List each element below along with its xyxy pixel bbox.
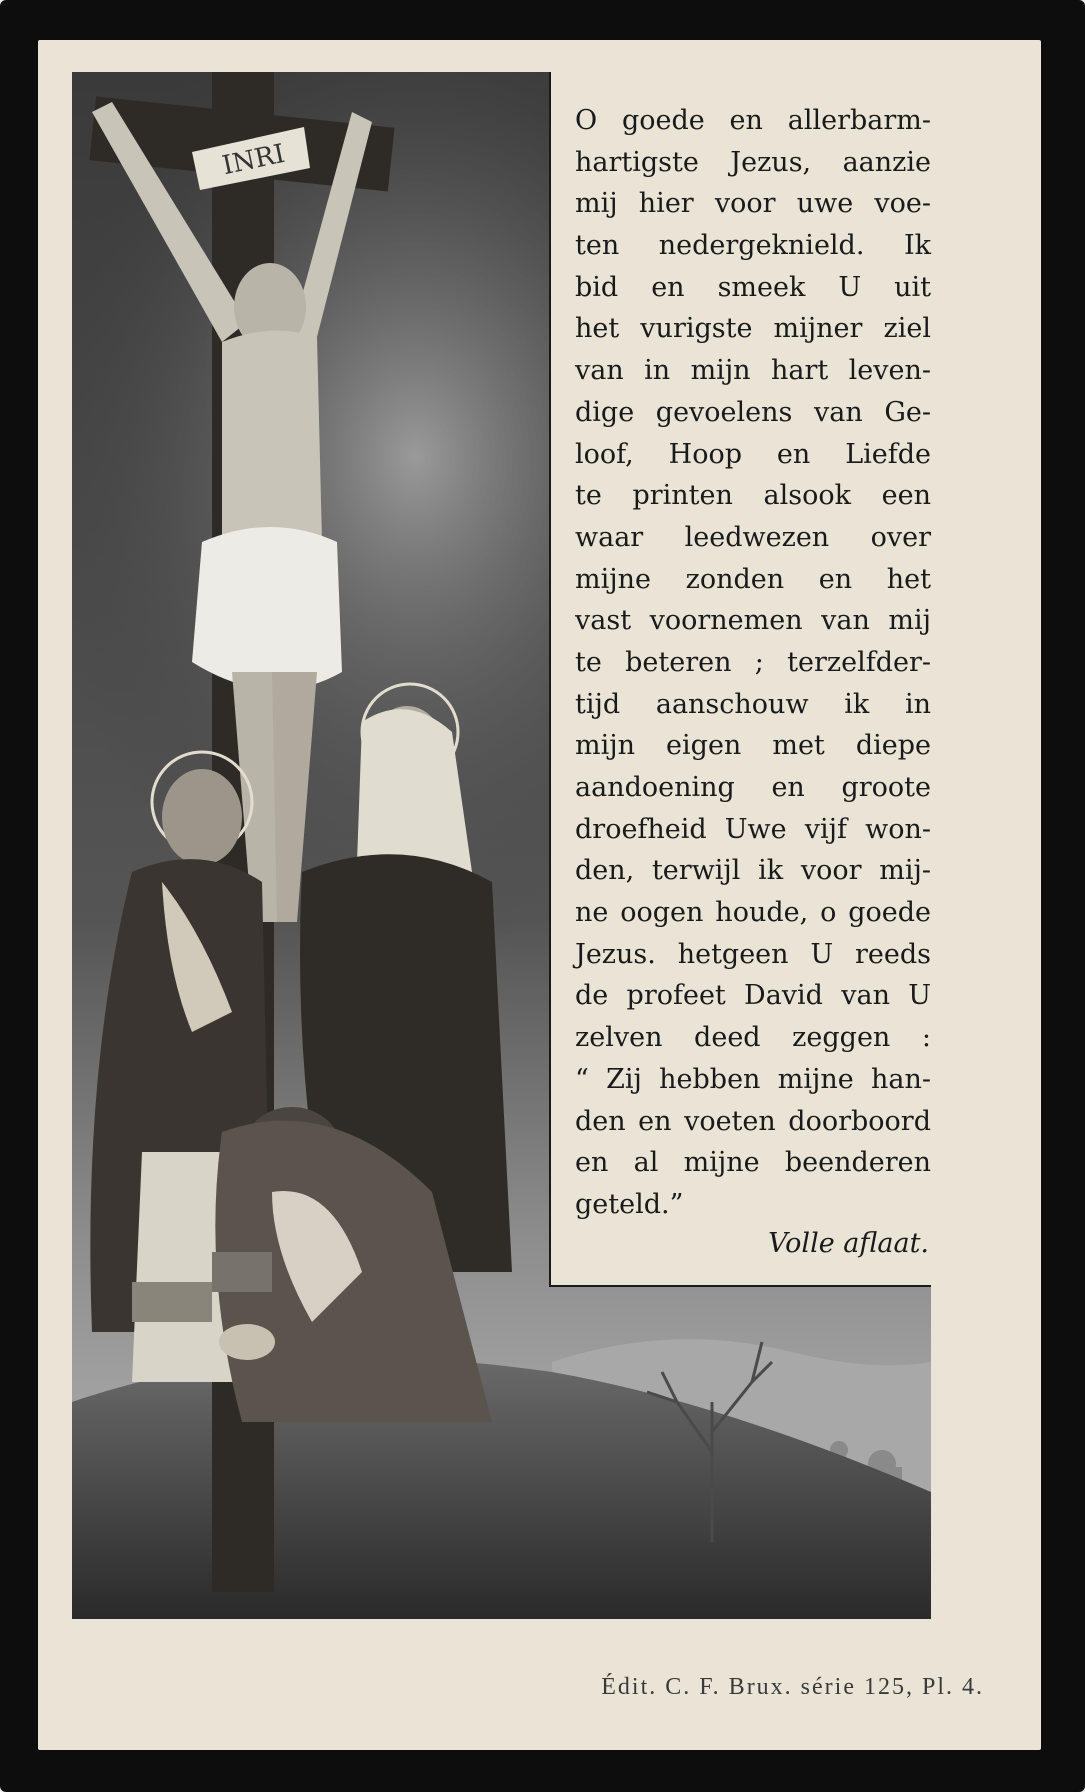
prayer-panel <box>549 72 931 1287</box>
prayer-line: waar leedwezen over <box>575 521 931 553</box>
prayer-line: de profeet David van U <box>575 980 931 1012</box>
prayer-line: ne oogen houde, o goede <box>575 897 931 929</box>
prayer-line: mijne zonden en het <box>575 563 931 595</box>
prayer-line: zelven deed zeggen : <box>575 1022 931 1054</box>
prayer-line: dige gevoelens van Ge- <box>575 396 931 428</box>
publisher-imprint: Édit. C. F. Brux. série 125, Pl. 4. <box>601 1674 984 1700</box>
prayer-line: loof, Hoop en Liefde <box>575 438 931 470</box>
prayer-line: te printen alsook een <box>575 480 931 512</box>
prayer-line: Jezus. hetgeen U reeds <box>575 938 931 970</box>
prayer-line: hartigste Jezus, aanzie <box>575 146 931 178</box>
prayer-line: aandoening en groote <box>575 772 931 803</box>
prayer-line: ten nedergeknield. Ik <box>575 230 931 262</box>
indulgence-note: Volle aflaat. <box>768 1227 929 1259</box>
prayer-text <box>575 100 931 1226</box>
prayer-line: en al mijne beenderen <box>575 1147 931 1179</box>
prayer-line: te beteren ; terzelfder- <box>575 646 931 678</box>
prayer-line: bid en smeek U uit <box>575 271 931 303</box>
prayer-line: mij hier voor uwe voe- <box>575 188 931 220</box>
prayer-line: O goede en allerbarm- <box>575 105 931 136</box>
prayer-line: droefheid Uwe vijf won- <box>575 813 931 845</box>
prayer-line: van in mijn hart leven- <box>575 355 931 387</box>
prayer-line: het vurigste mijner ziel <box>575 313 931 345</box>
prayer-line: geteld.” <box>575 1188 684 1220</box>
prayer-line: “ Zij hebben mijne han- <box>575 1063 931 1095</box>
prayer-line: mijn eigen met diepe <box>575 730 931 762</box>
prayer-line: tijd aanschouw ik in <box>575 688 931 720</box>
cross-inscription: INRI <box>219 138 288 182</box>
prayer-line: vast voornemen van mij <box>575 605 931 637</box>
prayer-line: den, terwijl ik voor mij- <box>575 855 931 887</box>
prayer-line: den en voeten doorboord <box>575 1105 931 1137</box>
